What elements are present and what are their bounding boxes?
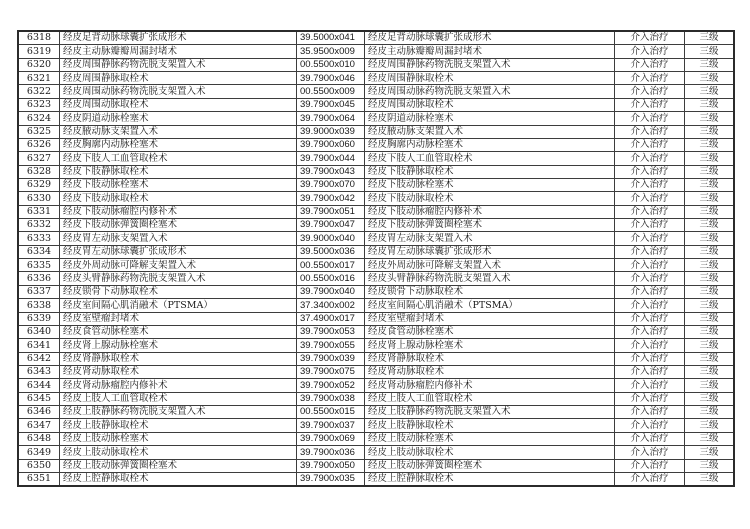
row-number-cell: 6327: [19, 152, 60, 164]
row-number-cell: 6320: [19, 59, 60, 71]
row-number-cell: 6325: [19, 126, 60, 138]
level-cell: 三级: [699, 312, 719, 324]
table-row: [19, 286, 733, 299]
table-row: [19, 59, 733, 72]
procedure-code-cell: 00.5500x017: [297, 259, 365, 271]
procedure-name-repeat-cell: 经皮周围静脉取栓术: [365, 72, 615, 84]
category-cell: 介入治疗: [615, 232, 685, 244]
category-cell: 介入治疗: [615, 126, 685, 138]
row-number-cell: 6344: [19, 379, 60, 391]
procedure-name-repeat-cell: 经皮下肢动脉瘤腔内修补术: [365, 206, 615, 218]
procedure-name-repeat-cell: 经皮周围动脉取栓术: [365, 99, 615, 111]
table-row: [19, 72, 733, 85]
procedure-code-cell: 39.7900x055: [297, 339, 365, 351]
row-number-cell: 6345: [19, 393, 60, 405]
procedure-name-repeat-cell: 经皮肾动脉取栓术: [365, 366, 615, 378]
procedure-name-repeat-cell: 经皮食管动脉栓塞术: [365, 326, 615, 338]
procedure-name-repeat-cell: 经皮上肢动脉取栓术: [365, 446, 615, 458]
procedure-name-cell: 经皮下肢动脉取栓术: [60, 192, 297, 204]
procedure-code-cell: 37.3400x002: [297, 299, 365, 311]
procedure-code-cell: 39.7900x070: [297, 179, 365, 191]
category-cell: 介入治疗: [615, 326, 685, 338]
level-cell: 三级: [699, 72, 719, 84]
category-cell: 介入治疗: [615, 179, 685, 191]
category-cell: 介入治疗: [615, 32, 685, 44]
level-cell: 三级: [699, 152, 719, 164]
row-number-cell: 6339: [19, 313, 60, 325]
procedure-name-cell: 经皮上肢动脉弹簧圈栓塞术: [60, 460, 297, 472]
level-cell: 三级: [699, 166, 719, 178]
procedure-name-repeat-cell: 经皮肾动脉瘤腔内修补术: [365, 379, 615, 391]
level-cell: 三级: [699, 379, 719, 391]
row-number-cell: 6318: [19, 32, 60, 44]
category-cell: 介入治疗: [615, 166, 685, 178]
level-cell: 三级: [699, 299, 719, 311]
procedure-name-cell: 经皮阴道动脉栓塞术: [60, 112, 297, 124]
procedure-name-repeat-cell: 经皮上肢静脉药物洗脱支架置入术: [365, 406, 615, 418]
category-cell: 介入治疗: [615, 152, 685, 164]
level-cell: 三级: [699, 339, 719, 351]
procedure-code-cell: 39.7900x052: [297, 379, 365, 391]
table-row: [19, 366, 733, 379]
row-number-cell: 6321: [19, 72, 60, 84]
row-number-cell: 6343: [19, 366, 60, 378]
procedure-code-cell: 39.7900x042: [297, 192, 365, 204]
procedure-name-cell: 经皮下肢动脉瘤腔内修补术: [60, 206, 297, 218]
category-cell: 介入治疗: [615, 72, 685, 84]
category-cell: 介入治疗: [615, 393, 685, 405]
procedure-name-repeat-cell: 经皮胃左动脉支架置入术: [365, 232, 615, 244]
category-cell: 介入治疗: [615, 366, 685, 378]
category-cell: 介入治疗: [615, 219, 685, 231]
procedure-name-cell: 经皮食管动脉栓塞术: [60, 326, 297, 338]
category-cell: 介入治疗: [615, 446, 685, 458]
table-row: [19, 339, 733, 352]
category-cell: 介入治疗: [615, 419, 685, 431]
table-row: [19, 272, 733, 285]
level-cell: 三级: [699, 99, 719, 111]
procedure-code-cell: 39.7900x035: [297, 473, 365, 485]
row-number-cell: 6349: [19, 446, 60, 458]
procedure-name-repeat-cell: 经皮阴道动脉栓塞术: [365, 112, 615, 124]
procedure-code-cell: 39.7900x069: [297, 433, 365, 445]
table-row: [19, 99, 733, 112]
level-cell: 三级: [699, 353, 719, 365]
category-cell: 介入治疗: [615, 379, 685, 391]
procedure-code-cell: 39.7900x037: [297, 419, 365, 431]
level-cell: 三级: [699, 419, 719, 431]
procedure-name-repeat-cell: 经皮上腔静脉取栓术: [365, 473, 615, 485]
procedure-name-cell: 经皮肾静脉取栓术: [60, 353, 297, 365]
procedure-name-cell: 经皮腋动脉支架置入术: [60, 126, 297, 138]
row-number-cell: 6324: [19, 112, 60, 124]
table-row: [19, 406, 733, 419]
procedure-name-cell: 经皮室壁瘤封堵术: [60, 313, 297, 325]
table-row: [19, 179, 733, 192]
table-row: [19, 206, 733, 219]
row-number-cell: 6331: [19, 206, 60, 218]
procedure-name-cell: 经皮周围静脉取栓术: [60, 72, 297, 84]
category-cell: 介入治疗: [615, 112, 685, 124]
row-number-cell: 6330: [19, 192, 60, 204]
table-row: [19, 473, 733, 485]
procedure-name-repeat-cell: 经皮胃左动脉球囊扩张成形术: [365, 246, 615, 258]
row-number-cell: 6350: [19, 460, 60, 472]
procedure-name-repeat-cell: 经皮下肢静脉取栓术: [365, 166, 615, 178]
procedure-name-cell: 经皮肾动脉取栓术: [60, 366, 297, 378]
procedure-code-cell: 00.5500x010: [297, 59, 365, 71]
row-number-cell: 6346: [19, 406, 60, 418]
category-cell: 介入治疗: [615, 286, 685, 298]
category-cell: 介入治疗: [615, 460, 685, 472]
procedure-code-cell: 39.7900x064: [297, 112, 365, 124]
category-cell: 介入治疗: [615, 272, 685, 284]
procedure-code-cell: 39.9000x039: [297, 126, 365, 138]
procedure-name-cell: 经皮肾上腺动脉栓塞术: [60, 339, 297, 351]
procedure-name-repeat-cell: 经皮胸廓内动脉栓塞术: [365, 139, 615, 151]
table-row: [19, 219, 733, 232]
procedure-code-cell: 39.7900x036: [297, 446, 365, 458]
row-number-cell: 6334: [19, 246, 60, 258]
level-cell: 三级: [699, 85, 719, 97]
table-row: [19, 112, 733, 125]
level-cell: 三级: [699, 32, 719, 44]
row-number-cell: 6347: [19, 419, 60, 431]
category-cell: 介入治疗: [615, 85, 685, 97]
category-cell: 介入治疗: [615, 406, 685, 418]
row-number-cell: 6335: [19, 259, 60, 271]
level-cell: 三级: [699, 219, 719, 231]
table-row: [19, 433, 733, 446]
procedure-name-repeat-cell: 经皮下肢动脉弹簧圈栓塞术: [365, 219, 615, 231]
level-cell: 三级: [699, 406, 719, 418]
level-cell: 三级: [699, 272, 719, 284]
procedure-name-repeat-cell: 经皮外周动脉可降解支架置入术: [365, 259, 615, 271]
procedure-code-cell: 39.7900x046: [297, 72, 365, 84]
category-cell: 介入治疗: [615, 473, 685, 485]
row-number-cell: 6341: [19, 339, 60, 351]
procedure-code-cell: 39.5000x036: [297, 246, 365, 258]
level-cell: 三级: [699, 179, 719, 191]
procedure-code-cell: 39.7900x039: [297, 353, 365, 365]
procedure-name-cell: 经皮外周动脉可降解支架置入术: [60, 259, 297, 271]
procedure-code-cell: 39.5000x041: [297, 32, 365, 44]
level-cell: 三级: [699, 326, 719, 338]
procedure-code-cell: 39.7900x040: [297, 286, 365, 298]
procedure-name-cell: 经皮上腔静脉取栓术: [60, 473, 297, 485]
procedure-code-cell: 35.9500x009: [297, 45, 365, 57]
procedure-code-cell: 39.7900x050: [297, 460, 365, 472]
level-cell: 三级: [699, 366, 719, 378]
table-row: [19, 299, 733, 312]
level-cell: 三级: [699, 45, 719, 57]
procedure-name-repeat-cell: 经皮肾静脉取栓术: [365, 353, 615, 365]
procedure-name-cell: 经皮周围动脉取栓术: [60, 99, 297, 111]
table-row: [19, 393, 733, 406]
table-row: [19, 85, 733, 98]
row-number-cell: 6340: [19, 326, 60, 338]
procedure-name-repeat-cell: 经皮上肢静脉取栓术: [365, 419, 615, 431]
procedure-name-repeat-cell: 经皮下肢人工血管取栓术: [365, 152, 615, 164]
procedure-name-cell: 经皮胃左动脉支架置入术: [60, 232, 297, 244]
category-cell: 介入治疗: [615, 206, 685, 218]
level-cell: 三级: [699, 139, 719, 151]
table-row: [19, 460, 733, 473]
procedure-name-cell: 经皮上肢人工血管取栓术: [60, 393, 297, 405]
procedure-code-cell: 39.7900x045: [297, 99, 365, 111]
procedure-name-cell: 经皮足背动脉球囊扩张成形术: [60, 32, 297, 44]
row-number-cell: 6329: [19, 179, 60, 191]
procedure-code-cell: 39.7900x053: [297, 326, 365, 338]
procedure-code-cell: 00.5500x015: [297, 406, 365, 418]
level-cell: 三级: [699, 393, 719, 405]
level-cell: 三级: [699, 232, 719, 244]
category-cell: 介入治疗: [615, 59, 685, 71]
procedure-name-cell: 经皮上肢静脉药物洗脱支架置入术: [60, 406, 297, 418]
procedure-name-repeat-cell: 经皮室间隔心肌消融术（PTSMA）: [365, 299, 615, 311]
procedure-code-cell: 39.7900x043: [297, 166, 365, 178]
table-row: [19, 232, 733, 245]
procedure-name-cell: 经皮下肢静脉取栓术: [60, 166, 297, 178]
procedure-code-cell: 39.7900x051: [297, 206, 365, 218]
level-cell: 三级: [699, 59, 719, 71]
category-cell: 介入治疗: [615, 99, 685, 111]
procedures-table: [17, 30, 735, 487]
category-cell: 介入治疗: [615, 299, 685, 311]
procedure-name-repeat-cell: 经皮上肢动脉栓塞术: [365, 433, 615, 445]
procedure-code-cell: 39.7900x044: [297, 152, 365, 164]
row-number-cell: 6323: [19, 99, 60, 111]
procedure-name-repeat-cell: 经皮足背动脉球囊扩张成形术: [365, 32, 615, 44]
procedure-name-cell: 经皮胃左动脉球囊扩张成形术: [60, 246, 297, 258]
procedure-code-cell: 00.5500x009: [297, 85, 365, 97]
level-cell: 三级: [699, 125, 719, 137]
procedure-name-cell: 经皮头臂静脉药物洗脱支架置入术: [60, 272, 297, 284]
table-row: [19, 166, 733, 179]
row-number-cell: 6333: [19, 232, 60, 244]
procedure-name-cell: 经皮上肢静脉取栓术: [60, 419, 297, 431]
procedure-code-cell: 39.7900x047: [297, 219, 365, 231]
table-row: [19, 152, 733, 165]
procedure-name-repeat-cell: 经皮周围动脉药物洗脱支架置入术: [365, 85, 615, 97]
procedure-name-repeat-cell: 经皮锁骨下动脉取栓术: [365, 286, 615, 298]
category-cell: 介入治疗: [615, 353, 685, 365]
row-number-cell: 6342: [19, 353, 60, 365]
category-cell: 介入治疗: [615, 192, 685, 204]
level-cell: 三级: [699, 192, 719, 204]
row-number-cell: 6332: [19, 219, 60, 231]
procedure-code-cell: 39.7900x075: [297, 366, 365, 378]
procedure-name-cell: 经皮下肢人工血管取栓术: [60, 152, 297, 164]
procedure-name-cell: 经皮胸廓内动脉栓塞术: [60, 139, 297, 151]
procedure-name-repeat-cell: 经皮下肢动脉取栓术: [365, 192, 615, 204]
category-cell: 介入治疗: [615, 259, 685, 271]
row-number-cell: 6337: [19, 286, 60, 298]
procedure-name-repeat-cell: 经皮肾上腺动脉栓塞术: [365, 339, 615, 351]
table-row: [19, 446, 733, 459]
table-row: [19, 259, 733, 272]
table-row: [19, 313, 733, 326]
level-cell: 三级: [699, 459, 719, 471]
level-cell: 三级: [699, 246, 719, 258]
procedure-name-cell: 经皮下肢动脉栓塞术: [60, 179, 297, 191]
row-number-cell: 6351: [19, 473, 60, 485]
row-number-cell: 6348: [19, 433, 60, 445]
row-number-cell: 6338: [19, 299, 60, 311]
table-row: [19, 379, 733, 392]
procedure-name-repeat-cell: 经皮上肢动脉弹簧圈栓塞术: [365, 460, 615, 472]
procedure-name-cell: 经皮周围动脉药物洗脱支架置入术: [60, 85, 297, 97]
row-number-cell: 6326: [19, 139, 60, 151]
category-cell: 介入治疗: [615, 433, 685, 445]
procedure-name-cell: 经皮上肢动脉取栓术: [60, 446, 297, 458]
table-row: [19, 353, 733, 366]
procedure-name-repeat-cell: 经皮腋动脉支架置入术: [365, 126, 615, 138]
procedure-code-cell: 39.7900x060: [297, 139, 365, 151]
procedure-name-cell: 经皮室间隔心肌消融术（PTSMA）: [60, 299, 297, 311]
procedure-name-repeat-cell: 经皮下肢动脉栓塞术: [365, 179, 615, 191]
procedure-name-cell: 经皮主动脉瓣瓣周漏封堵术: [60, 45, 297, 57]
category-cell: 介入治疗: [615, 339, 685, 351]
procedure-name-cell: 经皮肾动脉瘤腔内修补术: [60, 379, 297, 391]
table-row: [19, 326, 733, 339]
procedure-code-cell: 00.5500x016: [297, 272, 365, 284]
procedure-name-cell: 经皮锁骨下动脉取栓术: [60, 286, 297, 298]
table-row: [19, 32, 733, 45]
procedure-name-cell: 经皮下肢动脉弹簧圈栓塞术: [60, 219, 297, 231]
category-cell: 介入治疗: [615, 313, 685, 325]
category-cell: 介入治疗: [615, 139, 685, 151]
row-number-cell: 6319: [19, 45, 60, 57]
table-row: [19, 126, 733, 139]
table-row: [19, 139, 733, 152]
procedure-name-repeat-cell: 经皮头臂静脉药物洗脱支架置入术: [365, 272, 615, 284]
category-cell: 介入治疗: [615, 45, 685, 57]
procedure-name-repeat-cell: 经皮室壁瘤封堵术: [365, 313, 615, 325]
procedure-name-repeat-cell: 经皮周围静脉药物洗脱支架置入术: [365, 59, 615, 71]
procedure-code-cell: 37.4900x017: [297, 313, 365, 325]
procedure-name-cell: 经皮周围静脉药物洗脱支架置入术: [60, 59, 297, 71]
level-cell: 三级: [699, 433, 719, 445]
level-cell: 三级: [699, 206, 719, 218]
table-row: [19, 419, 733, 432]
table-row: [19, 246, 733, 259]
procedure-code-cell: 39.9000x040: [297, 232, 365, 244]
procedure-name-repeat-cell: 经皮上肢人工血管取栓术: [365, 393, 615, 405]
level-cell: 三级: [699, 259, 719, 271]
level-cell: 三级: [699, 446, 719, 458]
level-cell: 三级: [699, 112, 719, 124]
table-row: [19, 45, 733, 58]
procedure-name-repeat-cell: 经皮主动脉瓣瓣周漏封堵术: [365, 45, 615, 57]
level-cell: 三级: [699, 473, 719, 485]
procedure-name-cell: 经皮上肢动脉栓塞术: [60, 433, 297, 445]
row-number-cell: 6322: [19, 85, 60, 97]
row-number-cell: 6336: [19, 272, 60, 284]
level-cell: 三级: [699, 286, 719, 298]
row-number-cell: 6328: [19, 166, 60, 178]
category-cell: 介入治疗: [615, 246, 685, 258]
procedure-code-cell: 39.7900x038: [297, 393, 365, 405]
table-row: [19, 192, 733, 205]
